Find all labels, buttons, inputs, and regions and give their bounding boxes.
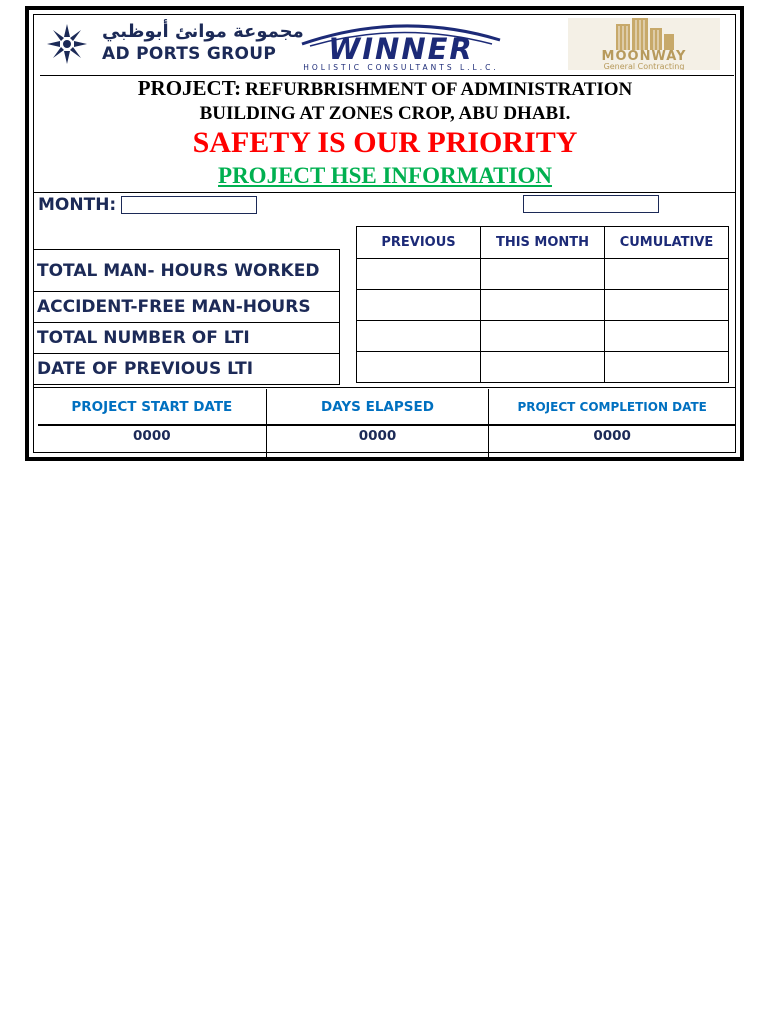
- hse-subtitle: [34, 163, 736, 189]
- header-project-start-date: PROJECT START DATE: [38, 389, 266, 425]
- value-project-start-date: 0000: [38, 425, 266, 458]
- project-name-line2: BUILDING AT ZONES CROP, ABU DHABI.: [199, 103, 571, 124]
- column-header-this-month: THIS MONTH: [481, 227, 605, 259]
- hse-information-board: [25, 6, 744, 461]
- stats-cell[interactable]: [605, 290, 729, 321]
- ad-ports-emblem-icon: [42, 22, 92, 66]
- value-days-elapsed: 0000: [266, 425, 489, 458]
- stats-cell[interactable]: [481, 259, 605, 290]
- ad-ports-english-name: AD PORTS GROUP: [102, 44, 277, 64]
- project-name-line1: REFURBRISHMENT OF ADMINISTRATION: [245, 79, 633, 100]
- moonway-building-icon: [568, 18, 720, 52]
- stats-header-row: [357, 227, 729, 259]
- ad-ports-arabic-name: مجموعة موانئ أبوظبي: [102, 21, 304, 42]
- label-total-man-hours: TOTAL MAN- HOURS WORKED: [34, 250, 340, 292]
- dates-header-row: [38, 389, 735, 425]
- winner-wordmark: WINNER: [328, 32, 474, 66]
- dates-value-row: [38, 425, 735, 458]
- label-total-lti: TOTAL NUMBER OF LTI: [34, 323, 340, 354]
- moonway-logo: [568, 18, 720, 70]
- winner-logo: [296, 18, 506, 70]
- hse-subtitle-text: PROJECT HSE INFORMATION: [218, 163, 552, 188]
- ad-ports-logo: [42, 19, 304, 69]
- month-label: MONTH:: [38, 195, 117, 215]
- project-title: [34, 77, 736, 125]
- stats-cell[interactable]: [605, 352, 729, 383]
- stats-cell[interactable]: [357, 321, 481, 352]
- value-project-completion-date: 0000: [593, 428, 631, 444]
- header-days-elapsed: DAYS ELAPSED: [266, 389, 489, 425]
- stats-cell[interactable]: [357, 352, 481, 383]
- stats-cell[interactable]: [605, 259, 729, 290]
- section-divider: [34, 192, 736, 193]
- month-input-box[interactable]: [121, 196, 257, 214]
- moonway-tagline: General Contracting: [603, 62, 685, 70]
- project-label: PROJECT:: [137, 76, 242, 100]
- stats-cell[interactable]: [481, 321, 605, 352]
- date-input-box[interactable]: [523, 195, 659, 213]
- stats-cell[interactable]: [481, 352, 605, 383]
- project-dates-table: [38, 389, 735, 458]
- safety-banner: SAFETY IS OUR PRIORITY: [192, 126, 578, 159]
- stats-grid: [356, 226, 729, 383]
- stats-cell[interactable]: [605, 321, 729, 352]
- stats-cell[interactable]: [357, 290, 481, 321]
- winner-tagline: HOLISTIC CONSULTANTS L.L.C.: [303, 63, 499, 72]
- stats-row-labels: [34, 249, 340, 385]
- stats-row-lti-count: [357, 321, 729, 352]
- stats-row-man-hours: [357, 259, 729, 290]
- stats-cell[interactable]: [481, 290, 605, 321]
- moonway-wordmark: MOONWAY: [601, 49, 687, 64]
- column-header-previous: PREVIOUS: [357, 227, 481, 259]
- dates-divider: [34, 387, 736, 388]
- stats-row-accident-free: [357, 290, 729, 321]
- stats-row-previous-lti: [357, 352, 729, 383]
- column-header-cumulative: CUMULATIVE: [605, 227, 729, 259]
- header-project-completion-date: PROJECT COMPLETION DATE: [489, 389, 735, 425]
- board-inner-frame: [33, 14, 736, 453]
- label-date-previous-lti: DATE OF PREVIOUS LTI: [34, 354, 340, 385]
- label-accident-free-man-hours: ACCIDENT-FREE MAN-HOURS: [34, 292, 340, 323]
- stats-cell[interactable]: [357, 259, 481, 290]
